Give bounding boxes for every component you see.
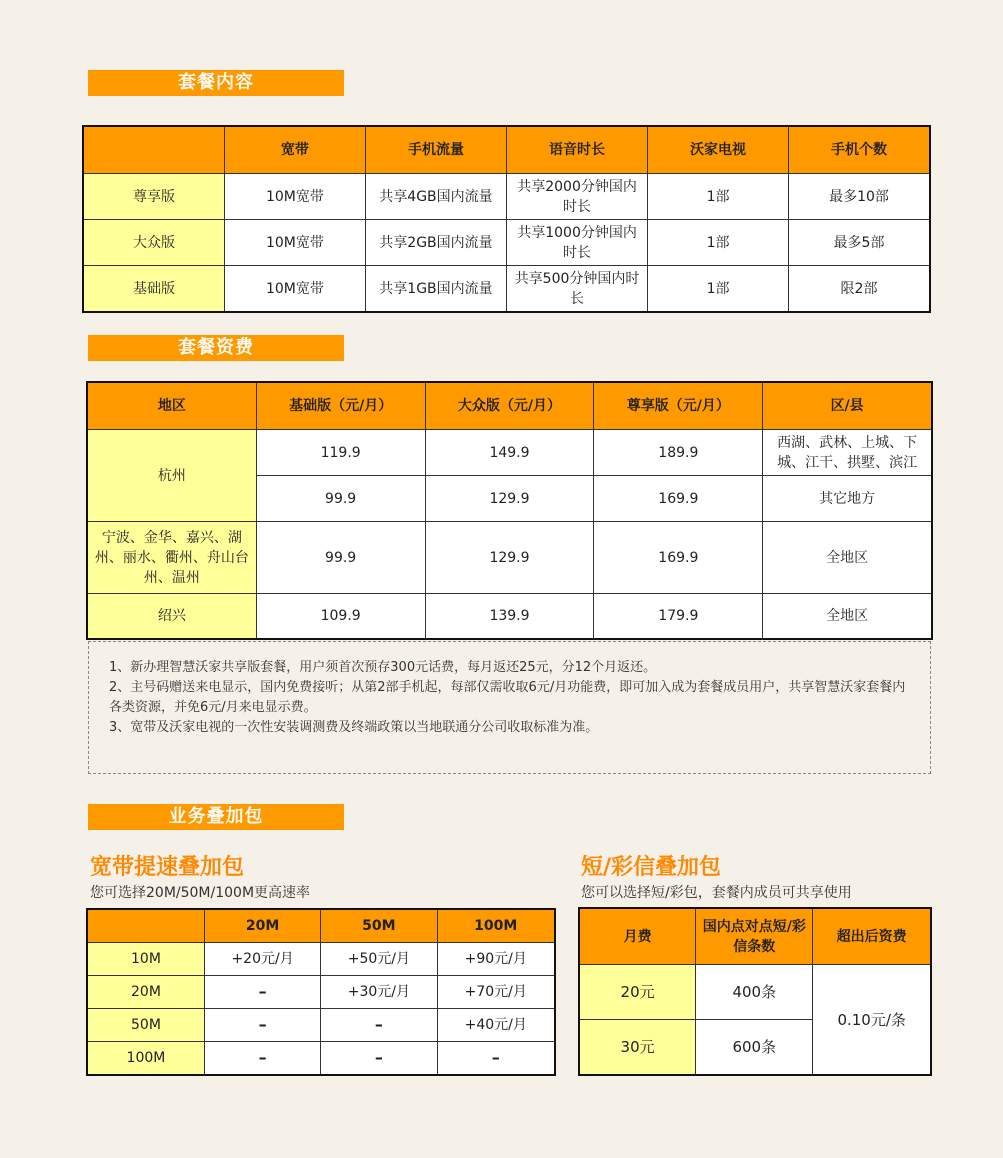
table-cell: –	[204, 976, 320, 1009]
table-cell: 179.9	[594, 594, 763, 639]
table-cell: 169.9	[594, 476, 763, 522]
table-cell: 共享2000分钟国内时长	[507, 174, 648, 220]
table-row	[88, 522, 932, 594]
table-cell: 99.9	[256, 476, 425, 522]
table-cell: 10M宽带	[224, 174, 365, 220]
table-header: 20M	[204, 910, 320, 943]
table-cell: 全地区	[763, 594, 932, 639]
table-header: 月费	[580, 909, 696, 965]
sms-addon-table	[579, 908, 931, 1075]
table-cell: +90元/月	[437, 943, 554, 976]
table-cell: 共享1GB国内流量	[365, 266, 506, 312]
table-header: 100M	[437, 910, 554, 943]
table-cell: 基础版	[84, 266, 225, 312]
table-cell: 119.9	[256, 430, 425, 476]
broadband-addon-title: 宽带提速叠加包	[90, 855, 245, 880]
table-cell: 10M	[88, 943, 205, 976]
table-cell: 西湖、武林、上城、下城、江干、拱墅、滨江	[763, 430, 932, 476]
note-item: 3、宽带及沃家电视的一次性安装调测费及终端政策以当地联通分公司收取标准为准。	[109, 720, 599, 735]
table-row	[88, 976, 555, 1009]
table-cell: 共享4GB国内流量	[365, 174, 506, 220]
section-title-addon: 业务叠加包	[88, 804, 344, 830]
table-header: 国内点对点短/彩信条数	[696, 909, 813, 965]
table-cell: 100M	[88, 1042, 205, 1075]
table-header: 沃家电视	[648, 127, 789, 174]
table-cell: 139.9	[425, 594, 594, 639]
table-cell: 限2部	[789, 266, 930, 312]
table-cell: 1部	[648, 174, 789, 220]
table-cell: –	[437, 1042, 554, 1075]
package-fee-table	[87, 382, 932, 639]
table-row	[88, 430, 932, 476]
table-cell: 50M	[88, 1009, 205, 1042]
section-title-package-fee: 套餐资费	[88, 335, 344, 361]
table-cell: +20元/月	[204, 943, 320, 976]
package-content-table	[83, 126, 930, 312]
table-cell: +40元/月	[437, 1009, 554, 1042]
table-header: 手机个数	[789, 127, 930, 174]
table-row	[84, 174, 930, 220]
table-cell: –	[321, 1042, 437, 1075]
table-header: 手机流量	[365, 127, 506, 174]
table-header: 50M	[321, 910, 437, 943]
table-cell: 400条	[696, 965, 813, 1020]
table-cell: 最多5部	[789, 220, 930, 266]
table-cell: 尊享版	[84, 174, 225, 220]
table-row	[84, 266, 930, 312]
table-row	[580, 965, 931, 1020]
table-row	[88, 1042, 555, 1075]
table-cell: 189.9	[594, 430, 763, 476]
table-cell: 共享2GB国内流量	[365, 220, 506, 266]
section-title-package-content: 套餐内容	[88, 70, 344, 96]
table-cell: 1部	[648, 220, 789, 266]
table-header: 宽带	[224, 127, 365, 174]
table-cell: –	[321, 1009, 437, 1042]
region-cell: 绍兴	[88, 594, 257, 639]
region-cell: 宁波、金华、嘉兴、湖州、丽水、衢州、舟山台州、温州	[88, 522, 257, 594]
table-row	[88, 1009, 555, 1042]
table-row	[84, 220, 930, 266]
table-cell: 30元	[580, 1020, 696, 1075]
region-cell: 杭州	[88, 430, 257, 522]
sms-addon-desc: 您可以选择短/彩包，套餐内成员可共享使用	[581, 885, 852, 901]
table-cell: 129.9	[425, 522, 594, 594]
broadband-addon-table	[87, 909, 555, 1075]
table-cell: 20元	[580, 965, 696, 1020]
table-cell: 129.9	[425, 476, 594, 522]
table-header	[84, 127, 225, 174]
table-cell: –	[204, 1009, 320, 1042]
table-cell: 20M	[88, 976, 205, 1009]
table-header: 大众版（元/月）	[425, 383, 594, 430]
notes-box	[88, 641, 931, 774]
table-cell: 最多10部	[789, 174, 930, 220]
table-cell: 1部	[648, 266, 789, 312]
table-header: 地区	[88, 383, 257, 430]
table-row	[88, 943, 555, 976]
table-cell: +70元/月	[437, 976, 554, 1009]
table-header: 区/县	[763, 383, 932, 430]
note-item: 1、新办理智慧沃家共享版套餐，用户须首次预存300元话费，每月返还25元，分12个月返还。	[109, 660, 657, 675]
table-cell: 600条	[696, 1020, 813, 1075]
table-header: 尊享版（元/月）	[594, 383, 763, 430]
table-cell: 全地区	[763, 522, 932, 594]
table-cell: +30元/月	[321, 976, 437, 1009]
table-cell: 大众版	[84, 220, 225, 266]
table-cell: 169.9	[594, 522, 763, 594]
overage-cell: 0.10元/条	[813, 965, 931, 1075]
table-cell: 10M宽带	[224, 266, 365, 312]
table-cell: 其它地方	[763, 476, 932, 522]
table-cell: +50元/月	[321, 943, 437, 976]
sms-addon-title: 短/彩信叠加包	[581, 855, 722, 880]
table-cell: 共享500分钟国内时长	[507, 266, 648, 312]
table-header	[88, 910, 205, 943]
table-cell: 共享1000分钟国内时长	[507, 220, 648, 266]
table-cell: 109.9	[256, 594, 425, 639]
broadband-addon-desc: 您可选择20M/50M/100M更高速率	[90, 885, 311, 901]
table-row	[88, 594, 932, 639]
table-header: 超出后资费	[813, 909, 931, 965]
table-header: 基础版（元/月）	[256, 383, 425, 430]
table-cell: 10M宽带	[224, 220, 365, 266]
table-cell: –	[204, 1042, 320, 1075]
note-item: 2、主号码赠送来电显示，国内免费接听；从第2部手机起，每部仅需收取6元/月功能费，即可加入成为套餐成员用户，共享智慧沃家套餐内各类资源，并免6元/月来电显示费。	[109, 680, 906, 715]
table-cell: 99.9	[256, 522, 425, 594]
table-cell: 149.9	[425, 430, 594, 476]
table-header: 语音时长	[507, 127, 648, 174]
